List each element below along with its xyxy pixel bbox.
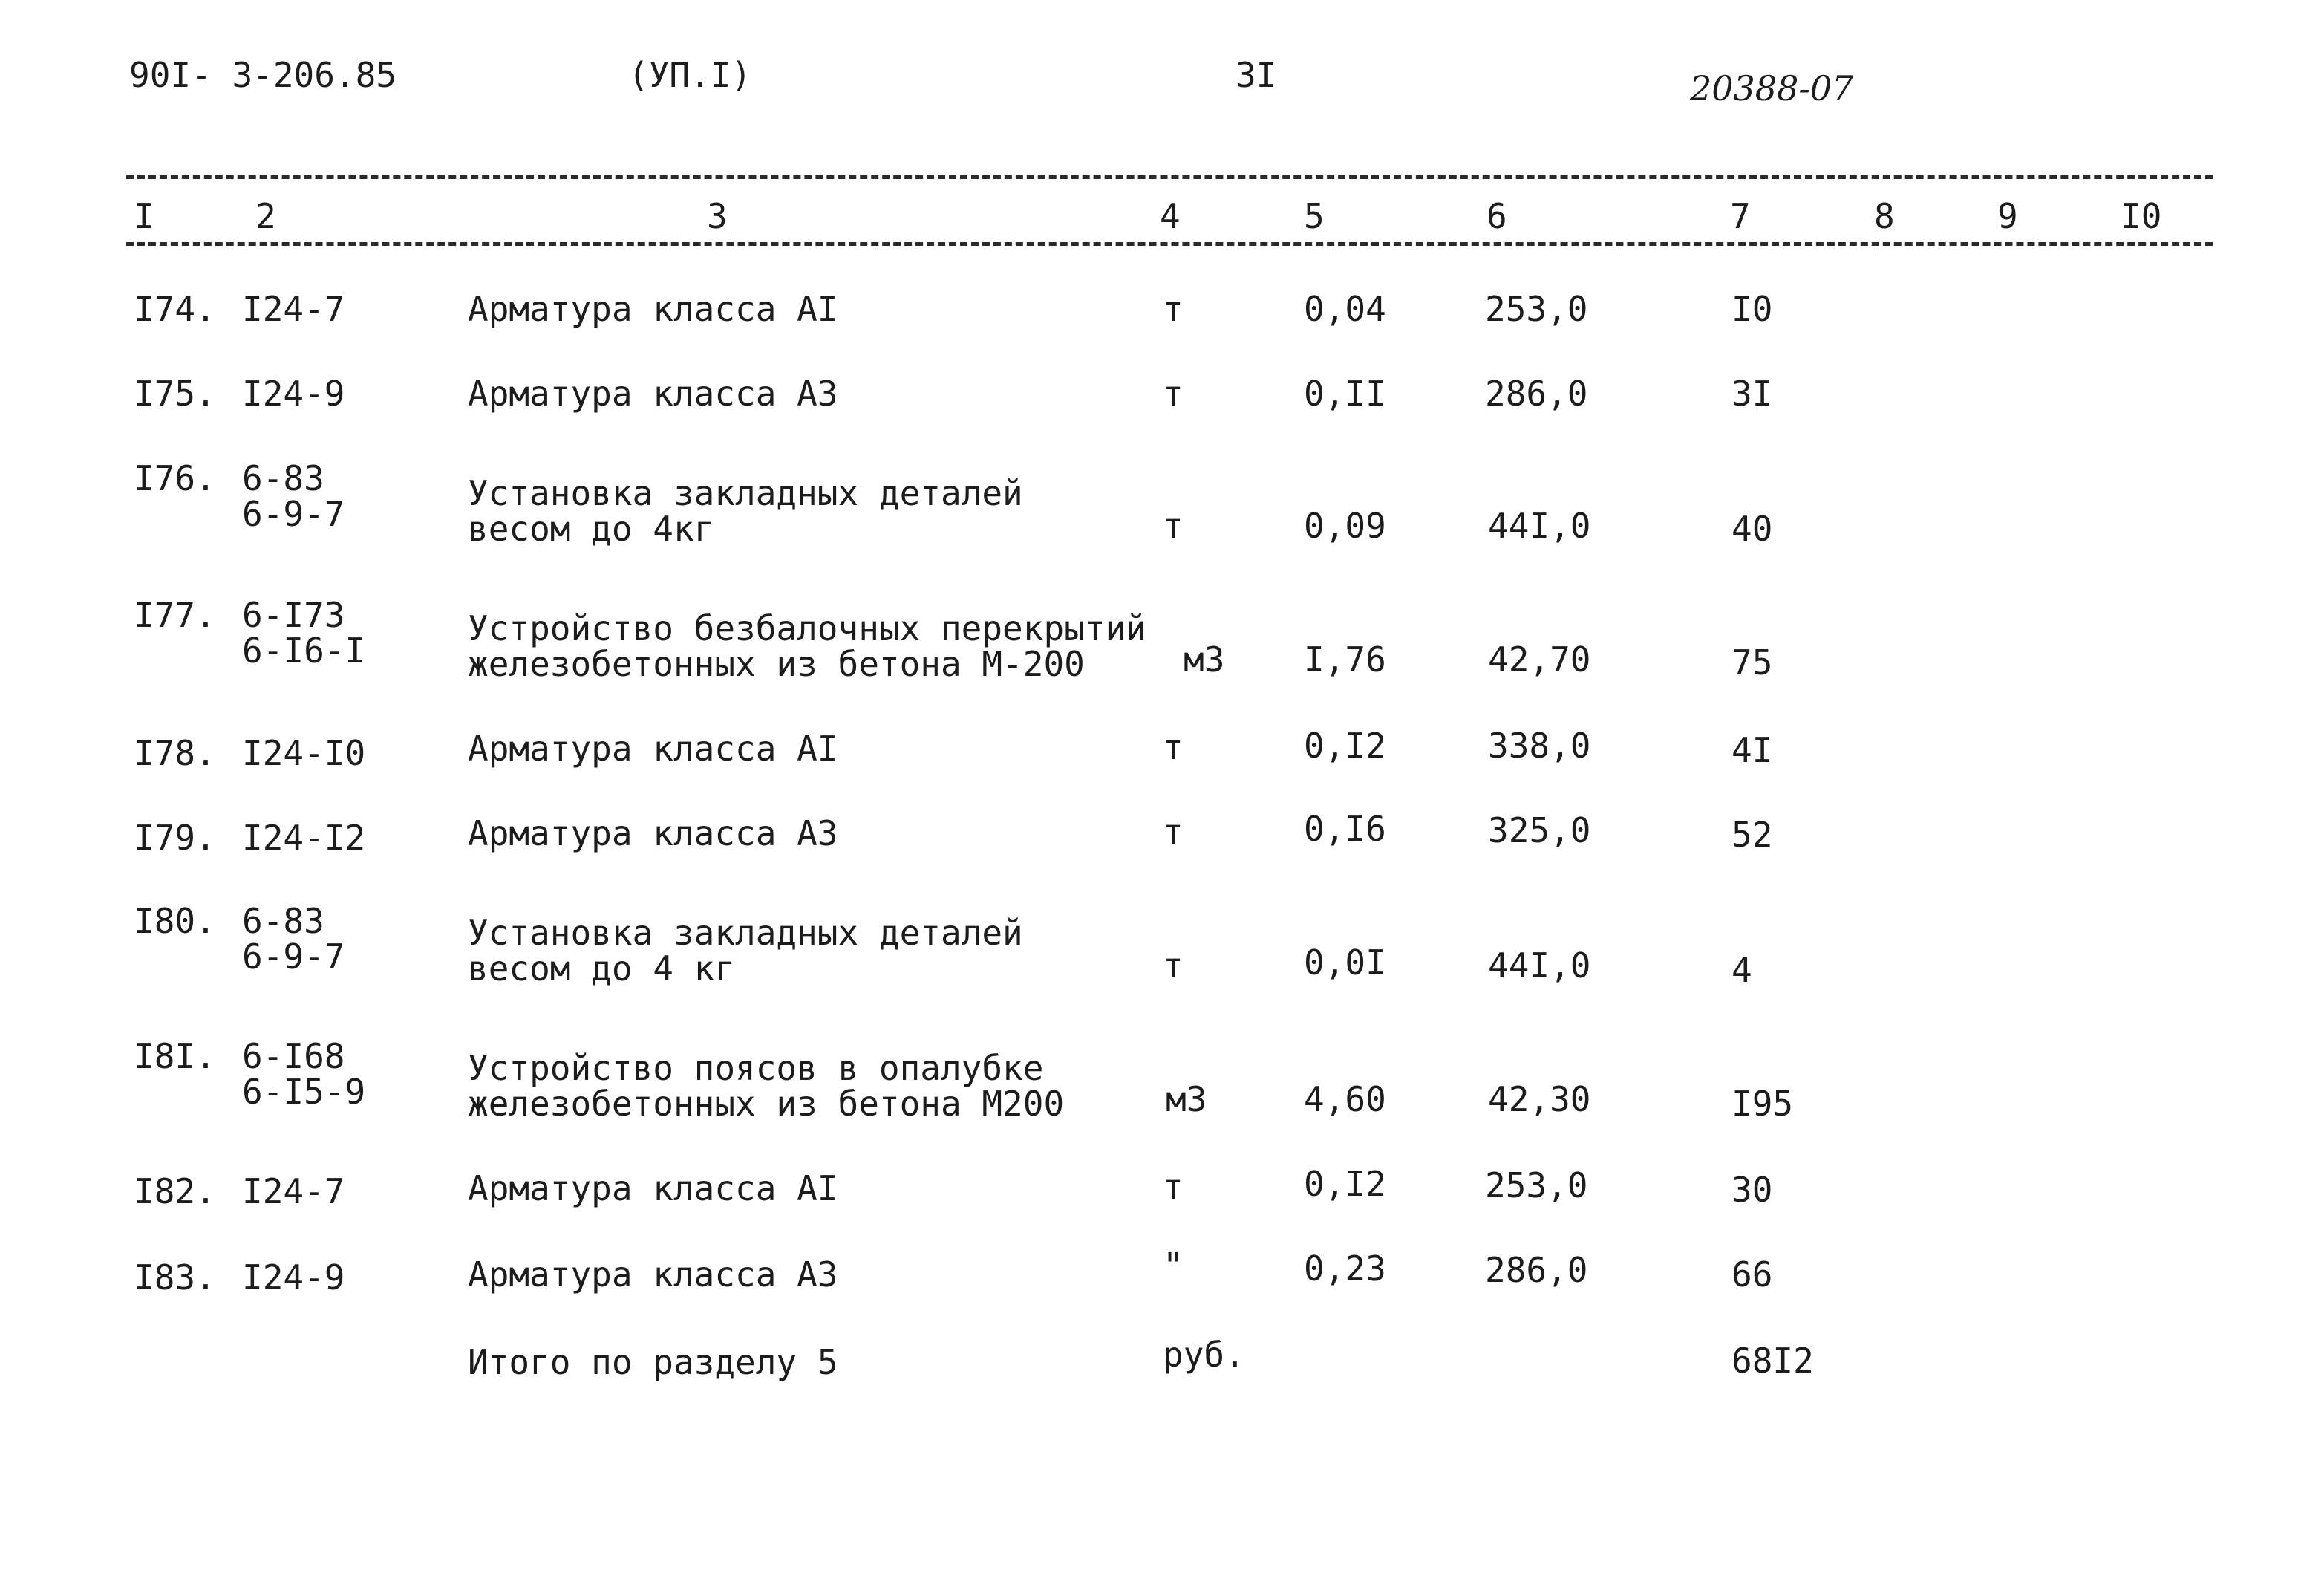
- quantity: 0,0I: [1304, 942, 1386, 983]
- total-cost: 52: [1731, 815, 1773, 855]
- unit-price: 42,70: [1488, 639, 1591, 680]
- row-number: I76.: [134, 458, 216, 498]
- price-code: 6-83 6-9-7: [242, 458, 345, 534]
- page-number: 3I: [1236, 55, 1277, 95]
- table-top-rule: [126, 175, 2213, 179]
- work-description: Арматура класса AI: [468, 1168, 838, 1208]
- unit-price: 42,30: [1488, 1079, 1591, 1119]
- work-description: Арматура класса A3: [468, 374, 838, 414]
- price-code: I24-7: [242, 289, 345, 329]
- row-number: I79.: [134, 818, 216, 858]
- unit-price: 286,0: [1485, 1250, 1588, 1290]
- total-cost: 30: [1731, 1170, 1773, 1210]
- unit-price: 286,0: [1485, 374, 1588, 414]
- unit: т: [1163, 945, 1184, 986]
- column-number-7: 7: [1730, 196, 1751, 236]
- unit: м3: [1166, 1079, 1207, 1119]
- total-cost: 3I: [1731, 374, 1773, 414]
- section-label: (УП.I): [628, 55, 752, 95]
- row-number: I77.: [134, 595, 216, 635]
- row-number: I74.: [134, 289, 216, 329]
- column-number-2: 2: [255, 196, 276, 236]
- price-code: I24-I2: [242, 818, 366, 858]
- quantity: 0,04: [1304, 289, 1386, 329]
- work-description: Арматура класса AI: [468, 289, 838, 329]
- work-description: Установка закладных деталей весом до 4 кг: [468, 913, 1023, 989]
- quantity: 4,60: [1304, 1079, 1386, 1119]
- total-cost: 75: [1731, 642, 1773, 683]
- price-code: I24-I0: [242, 733, 366, 773]
- unit: т: [1163, 289, 1184, 329]
- row-number: I75.: [134, 374, 216, 414]
- quantity: 0,09: [1304, 506, 1386, 546]
- column-number-10: I0: [2121, 196, 2162, 236]
- total-cost: 4I: [1731, 730, 1773, 770]
- row-number: I80.: [134, 901, 216, 941]
- unit: т: [1163, 812, 1184, 852]
- price-code: 6-I68 6-I5-9: [242, 1036, 366, 1112]
- unit: м3: [1184, 639, 1225, 680]
- column-number-9: 9: [1997, 196, 2018, 236]
- unit: ": [1163, 1246, 1184, 1286]
- quantity: 0,I6: [1304, 809, 1386, 849]
- unit-price: 253,0: [1485, 289, 1588, 329]
- section-total-label: Итого по разделу 5: [468, 1342, 838, 1382]
- row-number: I82.: [134, 1171, 216, 1211]
- quantity: 0,23: [1304, 1248, 1386, 1289]
- work-description: Арматура класса AI: [468, 729, 838, 769]
- total-cost: 66: [1731, 1254, 1773, 1295]
- inventory-number: 20388-07: [1690, 68, 1854, 108]
- unit: т: [1163, 727, 1184, 767]
- total-cost: 4: [1731, 950, 1752, 990]
- unit: т: [1163, 1167, 1184, 1207]
- column-number-6: 6: [1486, 196, 1507, 236]
- document-code: 90I- 3-206.85: [129, 55, 397, 95]
- row-number: I78.: [134, 733, 216, 773]
- row-number: I83.: [134, 1257, 216, 1298]
- unit-price: 44I,0: [1488, 945, 1591, 986]
- work-description: Устройство безбалочных перекрытий железобетонных из бетона М-200: [468, 608, 1146, 684]
- unit-price: 44I,0: [1488, 506, 1591, 546]
- section-total-unit: руб.: [1163, 1335, 1245, 1375]
- unit-price: 253,0: [1485, 1165, 1588, 1205]
- column-number-3: 3: [707, 196, 728, 236]
- unit-price: 325,0: [1488, 810, 1591, 850]
- column-number-1: I: [134, 196, 154, 236]
- quantity: 0,I2: [1304, 726, 1386, 766]
- quantity: I,76: [1304, 639, 1386, 680]
- column-number-4: 4: [1160, 196, 1181, 236]
- header-bottom-rule: [126, 242, 2213, 246]
- work-description: Арматура класса A3: [468, 1254, 838, 1295]
- quantity: 0,I2: [1304, 1164, 1386, 1204]
- work-description: Устройство поясов в опалубке железобетонных из бетона М200: [468, 1048, 1065, 1124]
- price-code: 6-83 6-9-7: [242, 901, 345, 977]
- total-cost: 40: [1731, 509, 1773, 549]
- price-code: I24-7: [242, 1171, 345, 1211]
- unit-price: 338,0: [1488, 726, 1591, 766]
- row-number: I8I.: [134, 1036, 216, 1076]
- quantity: 0,II: [1304, 374, 1386, 414]
- total-cost: I0: [1731, 289, 1773, 329]
- work-description: Арматура класса A3: [468, 813, 838, 853]
- unit: т: [1163, 506, 1184, 546]
- column-number-5: 5: [1304, 196, 1325, 236]
- work-description: Установка закладных деталей весом до 4кг: [468, 473, 1023, 549]
- price-code: I24-9: [242, 1257, 345, 1298]
- price-code: I24-9: [242, 374, 345, 414]
- column-number-8: 8: [1874, 196, 1895, 236]
- unit: т: [1163, 374, 1184, 414]
- price-code: 6-I73 6-I6-I: [242, 595, 366, 671]
- section-total-cost: 68I2: [1731, 1341, 1814, 1381]
- total-cost: I95: [1731, 1084, 1794, 1124]
